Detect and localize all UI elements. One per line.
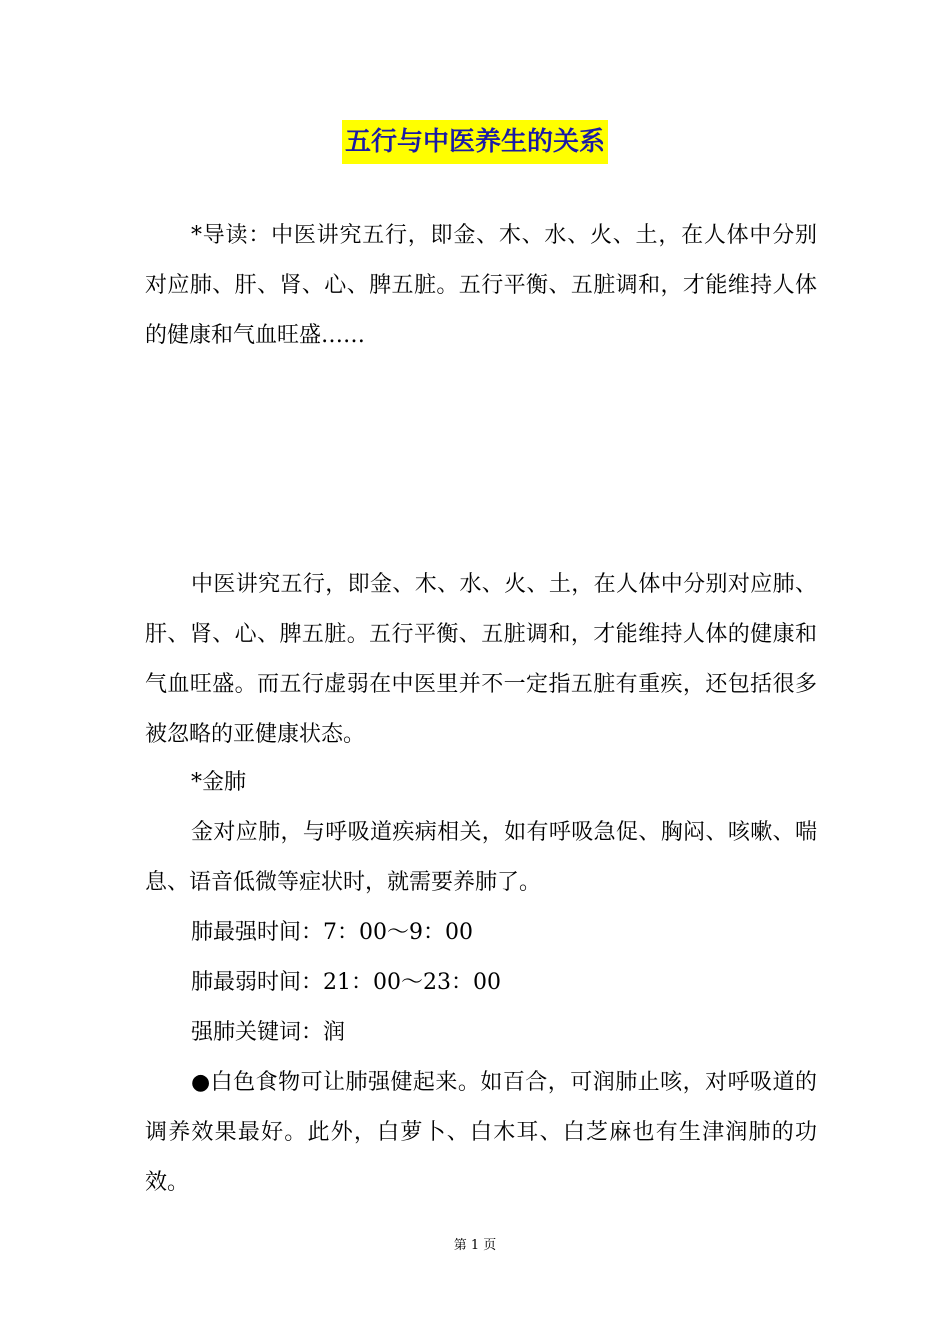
section-heading-metal-lung: *金肺 [191, 770, 247, 795]
section-description: 金对应肺，与呼吸道疾病相关，如有呼吸急促、胸闷、咳嗽、喘息、语音低微等症状时，就需要养肺了。 [145, 820, 817, 895]
weakest-time: 肺最弱时间：21：00～23：00 [191, 970, 501, 995]
title-container [0, 120, 950, 164]
body-paragraph: 中医讲究五行，即金、木、水、火、土，在人体中分别对应肺、肝、肾、心、脾五脏。五行平衡、五脏调和，才能维持人体的健康和气血旺盛。而五行虚弱在中医里并不一定指五脏有重疾，还包括很多被忽略的亚健康状态。 [145, 572, 817, 747]
document-title: 五行与中医养生的关系 [342, 120, 608, 164]
intro-paragraph: *导读：中医讲究五行，即金、木、水、火、土，在人体中分别对应肺、肝、肾、心、脾五脏。五行平衡、五脏调和，才能维持人体的健康和气血旺盛…… [145, 223, 817, 348]
strengthen-keyword: 强肺关键词：润 [191, 1020, 346, 1045]
page-number: 第 1 页 [453, 1238, 497, 1253]
strongest-time: 肺最强时间：7：00～9：00 [191, 920, 473, 945]
food-tip-paragraph: ●白色食物可让肺强健起来。如百合，可润肺止咳，对呼吸道的调养效果最好。此外，白萝卜、白木耳、白芝麻也有生津润肺的功效。 [145, 1070, 817, 1195]
